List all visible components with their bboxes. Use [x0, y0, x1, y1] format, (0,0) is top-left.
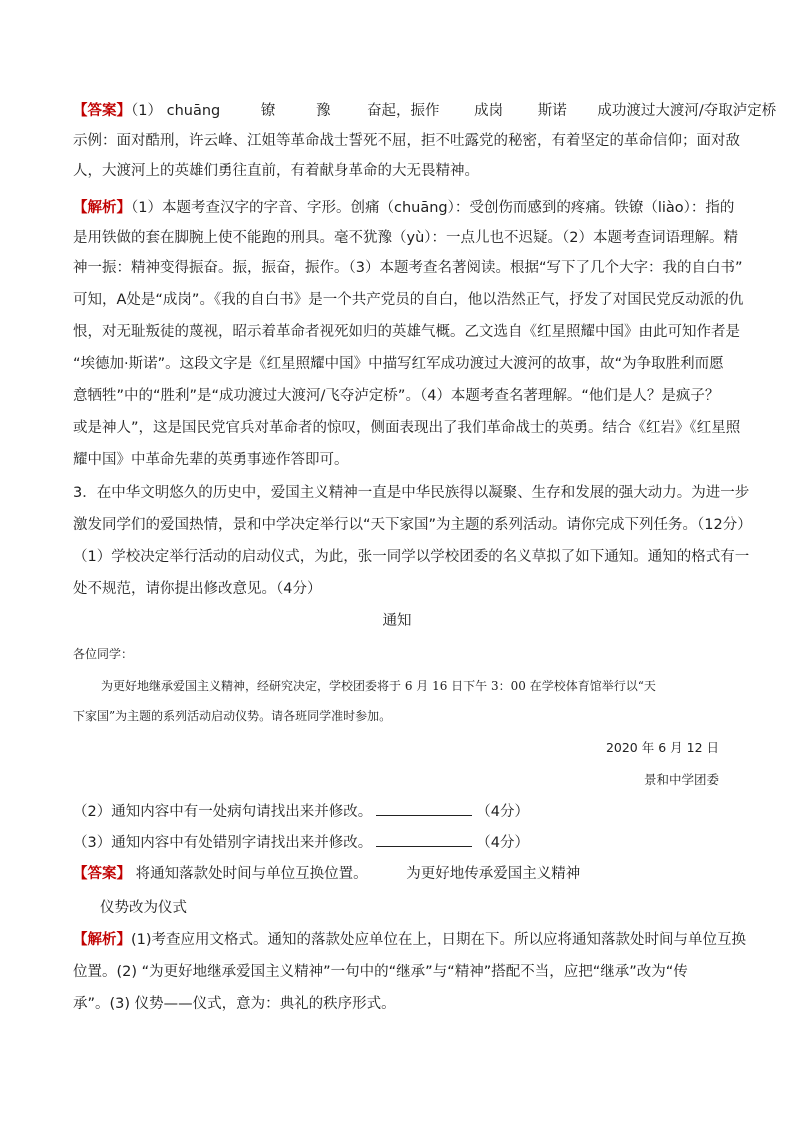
notice-body: 下家国”为主题的系列活动启动仪势。请各班同学准时参加。	[73, 709, 392, 723]
analysis-3-line: 【解析】(1)考查应用文格式。通知的落款处应单位在上，日期在下。所以应将通知落款处时间与单位互换	[73, 932, 747, 948]
answer-item: 豫	[315, 103, 331, 119]
analysis-1-line: 或是神人”，这是国民党官兵对革命者的惊叹，侧面表现出了我们革命战士的英勇。结合《红岩》《红星照	[73, 420, 741, 436]
notice-signer: 景和中学团委	[643, 772, 719, 787]
subquestion-2: （2）通知内容中有一处病句请找出来并修改。 （4分）	[73, 801, 529, 822]
notice-body: 为更好地继承爱国主义精神，经研究决定，学校团委将于 6 月 16 日下午 3：00 在学校体育馆举行以“天	[101, 679, 656, 693]
answer-item: 奋起，振作	[367, 103, 440, 119]
notice-greeting: 各位同学：	[73, 647, 134, 661]
answer-1-line3: 人，大渡河上的英雄们勇往直前，有着献身革命的大无畏精神。	[73, 163, 479, 179]
question-3-line: （1）学校决定举行活动的启动仪式，为此，张一同学以学校团委的名义草拟了如下通知。通知的格式有一	[73, 549, 750, 565]
analysis-3-line: 承”。(3) 仪势——仪式，意为：典礼的秩序形式。	[73, 996, 396, 1012]
analysis-tag: 【解析】	[73, 200, 131, 216]
answer-blank[interactable]	[376, 801, 472, 816]
notice-date: 2020 年 6 月 12 日	[605, 740, 719, 755]
answer-3-line: 仪势改为仪式	[100, 900, 187, 916]
question-3-line: 激发同学们的爱国热情，景和中学决定举行以“天下家国”为主题的系列活动。请你完成下列任务。（12分）	[73, 517, 752, 533]
answer-num: （1）	[131, 103, 162, 119]
analysis-1-line: 是用铁做的套在脚腕上使不能跑的刑具。毫不犹豫（yù）：一点儿也不迟疑。（2）本题考查词语理解。精	[73, 230, 738, 246]
answer-tag: 【答案】	[73, 103, 131, 119]
answer-blank[interactable]	[376, 832, 472, 847]
analysis-1-line: 可知，A处是“成岗”。《我的自白书》是一个共产党员的自白，他以浩然正气，抒发了对国民党反动派的仇	[73, 292, 744, 308]
question-3-line: 处不规范，请你提出修改意见。（4分）	[73, 581, 322, 597]
analysis-1-line: 神一振：精神变得振奋。振，振奋，振作。（3）本题考查名著阅读。根据“写下了几个大字：我的自白书”	[73, 260, 743, 276]
answer-1-line1	[73, 101, 776, 121]
analysis-1-line: 恨，对无耻叛徒的蔑视，昭示着革命者视死如归的英雄气概。乙文选自《红星照耀中国》由此可知作者是	[73, 324, 740, 340]
notice-title: 通知	[382, 613, 412, 629]
answer-item: chuāng	[166, 103, 221, 119]
answer-tag: 【答案】	[73, 866, 131, 882]
analysis-1-line: “埃德加·斯诺”。这段文字是《红星照耀中国》中描写红军成功渡过大渡河的故事，故“为争取胜利而愿	[73, 356, 724, 372]
answer-3-line: 【答案】 将通知落款处时间与单位互换位置。 为更好地传承爱国主义精神	[73, 866, 581, 882]
answer-1-line2: 示例：面对酷刑，许云峰、江姐等革命战士誓死不屈，拒不吐露党的秘密，有着坚定的革命信仰；面对敌	[73, 133, 740, 149]
analysis-3-line: 位置。(2) “为更好地继承爱国主义精神”一句中的“继承”与“精神”搭配不当，应把“继承”改为“传	[73, 964, 688, 980]
question-3-line: 3．在中华文明悠久的历史中，爱国主义精神一直是中华民族得以凝聚、生存和发展的强大动力。为进一步	[73, 485, 750, 501]
analysis-tag: 【解析】	[73, 932, 131, 948]
answer-item: 镣	[260, 103, 276, 119]
answer-item: 成功渡过大渡河/夺取泸定桥	[597, 103, 777, 119]
analysis-1-line: 【解析】（1）本题考查汉字的字音、字形。创痛（chuāng）：受创伤而感到的疼痛。铁镣（liào）：指的	[73, 200, 735, 216]
answer-item: 成岗	[474, 103, 504, 119]
answer-item: 斯诺	[537, 103, 567, 119]
analysis-1-line: 意牺牲”中的“胜利”是“成功渡过大渡河/飞夺泸定桥”。（4）本题考查名著理解。“他们是人？是疯子？	[73, 388, 720, 404]
subquestion-3: （3）通知内容中有处错别字请找出来并修改。 （4分）	[73, 832, 529, 853]
analysis-1-line: 耀中国》中革命先辈的英勇事迹作答即可。	[73, 452, 349, 468]
